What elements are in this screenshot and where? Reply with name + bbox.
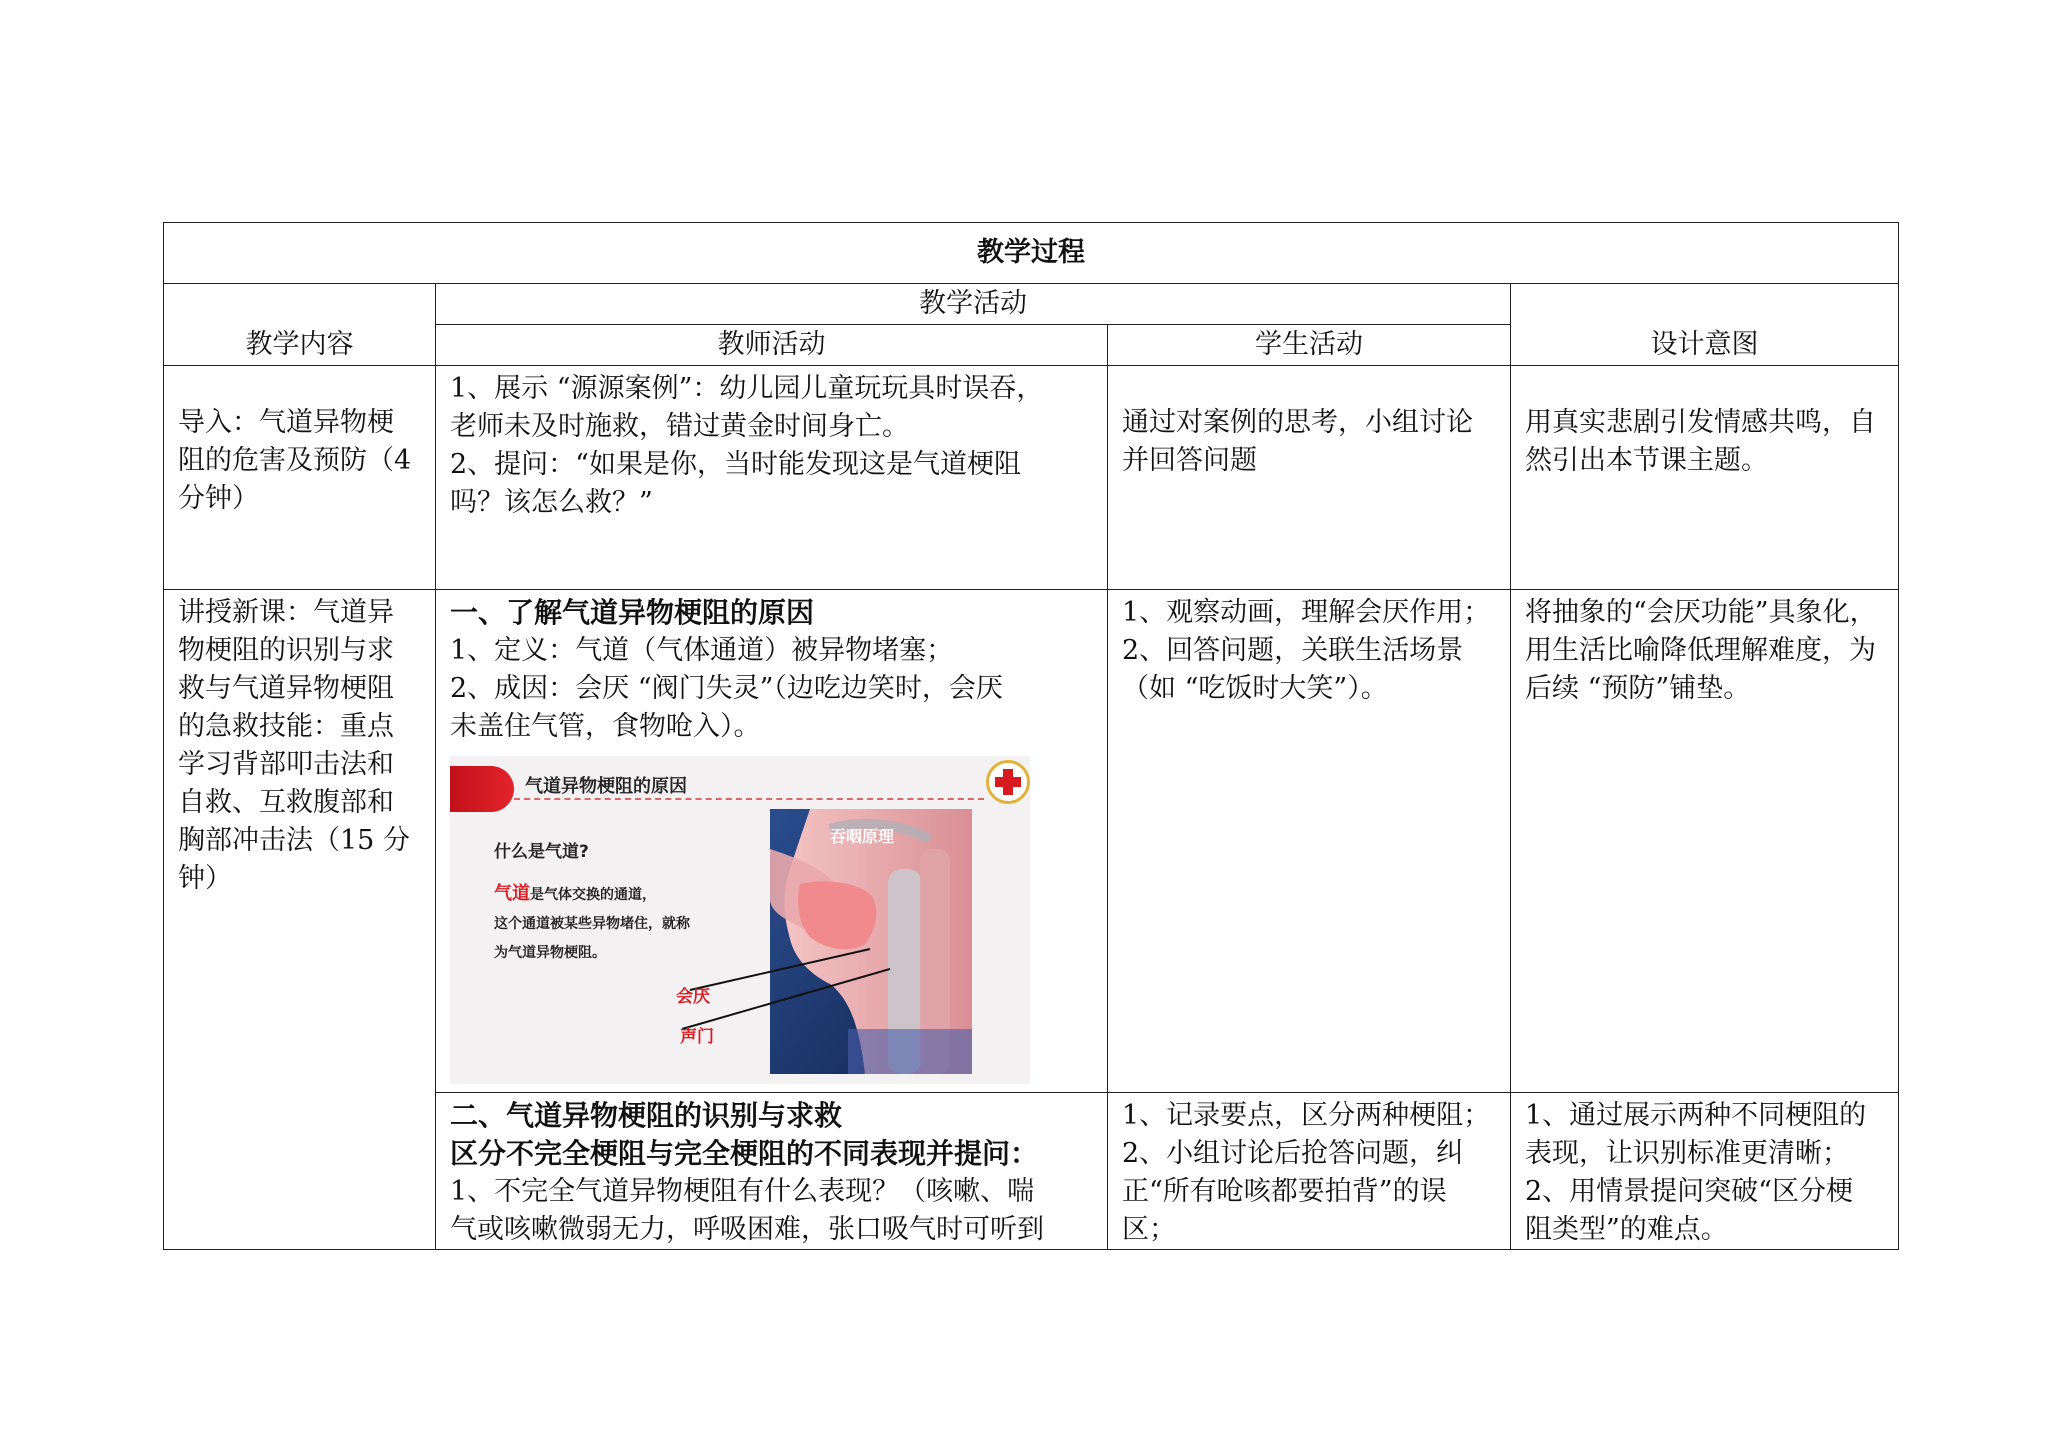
text-line: 物梗阻的识别与求 (178, 635, 394, 666)
teacher-cell (436, 590, 1108, 1093)
text-line: 1、通过展示两种不同梗阻的 (1525, 1100, 1867, 1131)
diagram-title: 吞咽原理 (830, 827, 895, 846)
content-cell (164, 366, 436, 590)
airway-slide-image (450, 756, 1030, 1084)
text-line: 老师未及时施救，错过黄金时间身亡。 (450, 411, 909, 442)
text-line: 未盖住气管，食物呛入）。 (450, 711, 761, 742)
text-line: 用生活比喻降低理解难度，为 (1525, 635, 1876, 666)
intent-cell (1511, 366, 1899, 590)
definition-text: 这个通道被某些异物堵住，就称 (494, 916, 690, 932)
header-intent-label: 设计意图 (1650, 328, 1759, 360)
text-line: 分钟） (178, 483, 259, 514)
text-line: 2、小组讨论后抢答问题，纠 (1122, 1138, 1464, 1169)
header-activity: 教学活动 (436, 284, 1511, 325)
student-cell (1108, 366, 1511, 590)
intent-cell (1511, 590, 1899, 1093)
text-line: 并回答问题 (1122, 445, 1257, 476)
header-content-label: 教学内容 (245, 328, 354, 360)
header-intent (1511, 284, 1899, 366)
text-line: 阻的危害及预防（4 (178, 445, 412, 476)
text-line: 用真实悲剧引发情感共鸣，自 (1525, 407, 1876, 438)
header-content (164, 284, 436, 366)
section-heading: 二、气道异物梗阻的识别与求救 (450, 1099, 843, 1132)
text-line: 1、定义：气道（气体通道）被异物堵塞； (450, 635, 954, 666)
table-row (164, 366, 1899, 590)
text-line: 救与气道异物梗阻 (178, 673, 394, 704)
section-heading: 一、了解气道异物梗阻的原因 (450, 596, 815, 629)
header-student: 学生活动 (1108, 325, 1511, 366)
teaching-process-table (163, 222, 1899, 1250)
slide-title: 气道异物梗阻的原因 (525, 776, 687, 797)
text-line: 1、记录要点，区分两种梗阻； (1122, 1100, 1491, 1131)
definition-text: 为气道异物梗阻。 (494, 945, 606, 961)
text-line: 将抽象的“会厌功能”具象化， (1525, 597, 1877, 628)
text-line: 胸部冲击法（15 分 (178, 825, 410, 856)
table-row (164, 590, 1899, 1093)
section-subheading: 区分不完全梗阻与完全梗阻的不同表现并提问： (450, 1137, 1039, 1170)
text-line: 2、回答问题，关联生活场景 (1122, 635, 1464, 666)
text-line: 钟） (178, 863, 232, 894)
glottis-label: 声门 (680, 1027, 714, 1047)
text-line: 自救、互救腹部和 (178, 787, 394, 818)
definition-keyword: 气道 (494, 883, 530, 904)
text-line: 通过对案例的思考，小组讨论 (1122, 407, 1473, 438)
text-line: 的急救技能：重点 (178, 711, 394, 742)
student-cell (1108, 590, 1511, 1093)
text-line: 2、用情景提问突破“区分梗 (1525, 1176, 1853, 1207)
text-line: 1、观察动画，理解会厌作用； (1122, 597, 1491, 628)
text-line: （如 “吃饭时大笑”）。 (1122, 673, 1388, 704)
teacher-cell (436, 366, 1108, 590)
text-line: 1、不完全气道异物梗阻有什么表现？（咳嗽、喘 (450, 1176, 1035, 1207)
text-line: 1、展示 “源源案例”：幼儿园儿童玩玩具时误吞， (450, 373, 1044, 404)
text-line: 气或咳嗽微弱无力，呼吸困难，张口吸气时可听到 (450, 1214, 1044, 1245)
text-line: 正“所有呛咳都要拍背”的误 (1122, 1176, 1447, 1207)
student-cell (1108, 1093, 1511, 1250)
intent-cell (1511, 1093, 1899, 1250)
definition-text: 是气体交换的通道， (530, 887, 656, 903)
text-line: 2、提问：“如果是你，当时能发现这是气道梗阻 (450, 449, 1021, 480)
text-line: 区； (1122, 1214, 1176, 1245)
text-line: 学习背部叩击法和 (178, 749, 394, 780)
text-line: 然引出本节课主题。 (1525, 445, 1768, 476)
header-teacher: 教师活动 (436, 325, 1108, 366)
content-cell (164, 590, 436, 1250)
slide-question: 什么是气道? (494, 842, 589, 862)
text-line: 导入：气道异物梗 (178, 407, 394, 438)
text-line: 表现，让识别标准更清晰； (1525, 1138, 1849, 1169)
text-line: 阻类型”的难点。 (1525, 1214, 1728, 1245)
text-line: 吗？该怎么救？” (450, 487, 653, 518)
label-pointers (450, 756, 1030, 1084)
teacher-cell (436, 1093, 1108, 1250)
table-title: 教学过程 (164, 223, 1899, 284)
text-line: 后续 “预防”铺垫。 (1525, 673, 1751, 704)
text-line: 2、成因：会厌 “阀门失灵”（边吃边笑时，会厌 (450, 673, 1003, 704)
epiglottis-label: 会厌 (676, 987, 710, 1007)
text-line: 讲授新课：气道异 (178, 597, 394, 628)
